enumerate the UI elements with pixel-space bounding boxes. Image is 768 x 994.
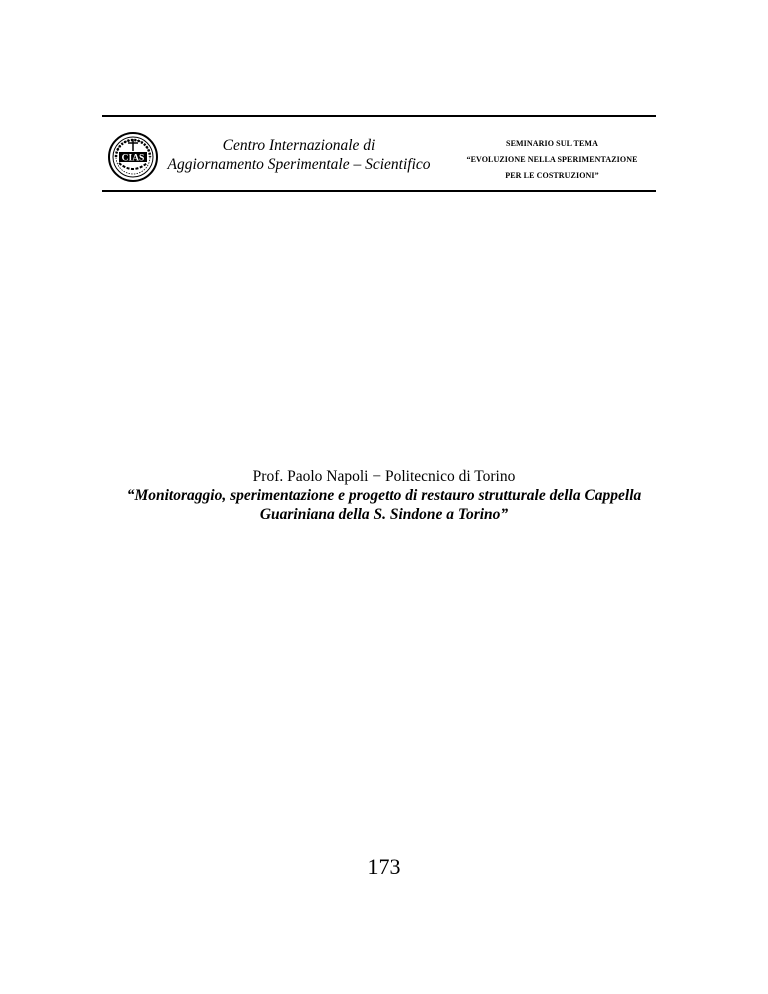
header-bottom-rule [102,190,656,192]
cias-logo [107,131,159,183]
cias-seal-icon [107,131,159,183]
paper-title-line1: “Monitoraggio, sperimentazione e progetto di restauro strutturale della Cappella [126,487,642,504]
institute-name [160,136,438,174]
institute-name-line1: Centro Internazionale di [222,137,376,154]
author-line: Prof. Paolo Napoli − Politecnico di Torino [252,468,516,485]
seminar-theme-line1: SEMINARIO SUL TEMA [506,139,598,148]
logo-lettering: CIAS [121,153,145,164]
seminar-theme [452,139,652,187]
paper-title-line2: Guariniana della S. Sindone a Torino” [259,506,509,523]
seminar-theme-line3: PER LE COSTRUZIONI” [505,171,599,180]
seminar-theme-line2: “EVOLUZIONE NELLA SPERIMENTAZIONE [466,155,638,164]
header-top-rule [102,115,656,117]
paper-title [0,486,768,524]
institute-name-line2: Aggiornamento Sperimentale – Scientifico [167,156,431,173]
page-number: 173 [367,854,401,879]
